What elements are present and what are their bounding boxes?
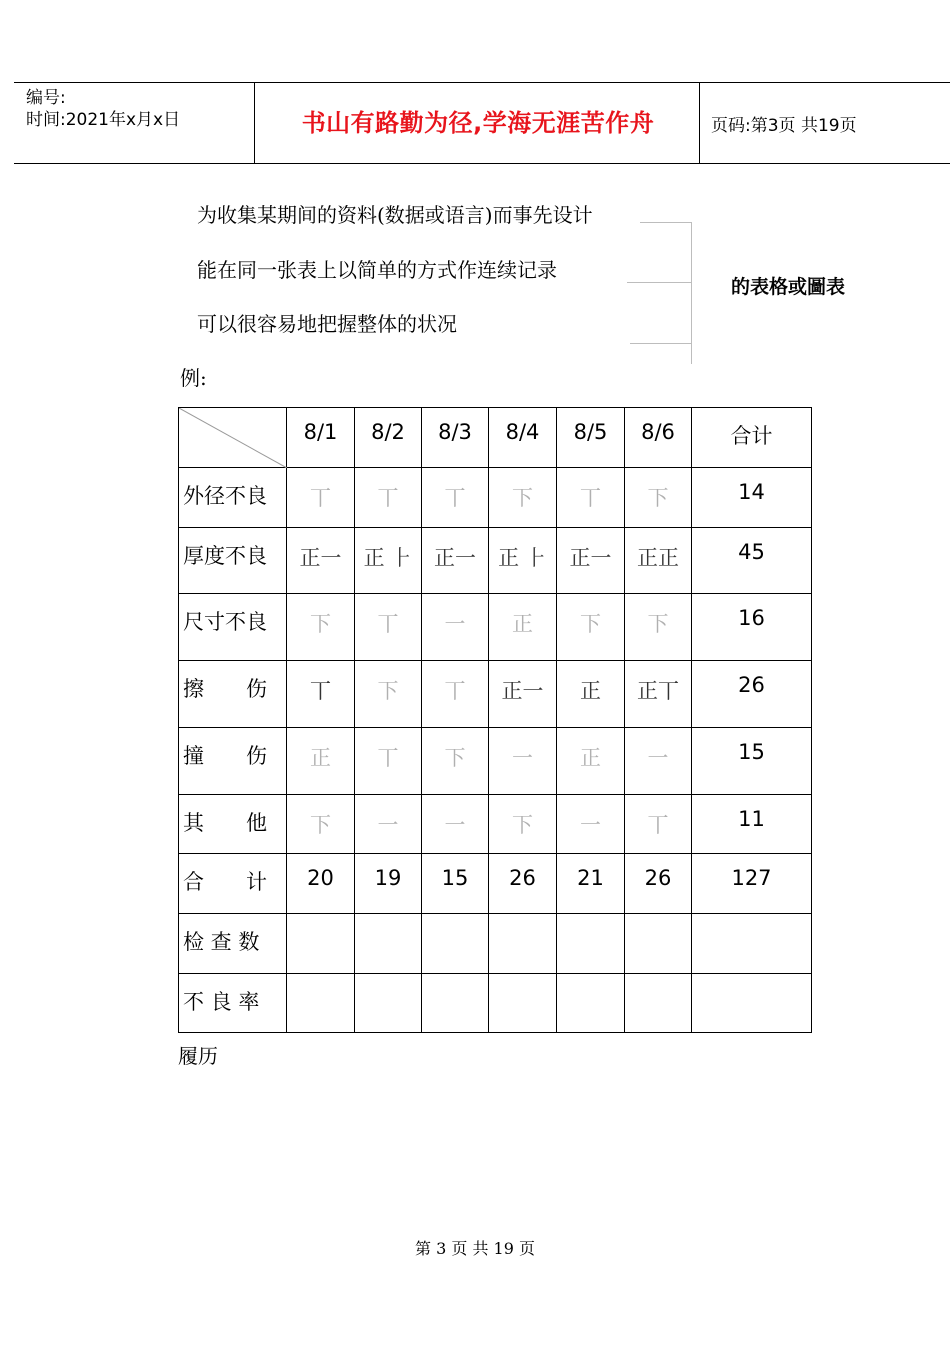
table-row xyxy=(179,795,812,854)
tally-mark: 正 ⺊ xyxy=(498,546,547,570)
row-label: 厚度不良 xyxy=(179,528,287,594)
tally-mark: 正丅 xyxy=(637,679,679,703)
brace-line xyxy=(627,282,692,283)
daily-total: 20 xyxy=(287,854,355,914)
row-total: 26 xyxy=(692,661,812,728)
row-label: 检 查 数 xyxy=(179,914,287,974)
tally-mark: 丅 xyxy=(377,612,399,636)
header-meta xyxy=(26,87,180,131)
table-row xyxy=(179,594,812,661)
row-label: 其 他 xyxy=(179,795,287,854)
tally-mark: 下 xyxy=(647,486,669,510)
table-cell xyxy=(692,974,812,1033)
tally-mark: 丅 xyxy=(310,679,331,703)
tally-mark: 正 xyxy=(512,612,533,636)
row-total: 16 xyxy=(692,594,812,661)
table-header-row xyxy=(179,408,812,468)
table-cell xyxy=(692,914,812,974)
tally-mark: 丅 xyxy=(377,486,399,510)
document-number-label: 编号: xyxy=(26,88,66,108)
check-sheet-table xyxy=(178,407,812,1033)
tally-mark: 下 xyxy=(580,612,601,636)
table-total-row xyxy=(179,854,812,914)
date-header: 8/1 xyxy=(287,408,355,468)
row-label: 擦 伤 xyxy=(179,661,287,728)
tally-mark: 下 xyxy=(512,813,533,837)
row-total: 11 xyxy=(692,795,812,854)
tally-mark: 正 xyxy=(580,746,601,770)
table-row xyxy=(179,468,812,528)
tally-mark: 丅 xyxy=(310,486,331,510)
page-header xyxy=(14,82,950,164)
document-time-label: 时间:2021年x月x日 xyxy=(26,110,181,130)
table-cell xyxy=(557,914,625,974)
row-label: 合 计 xyxy=(179,854,287,914)
header-page-info: 页码:第3页 共19页 xyxy=(711,116,857,136)
table-cell xyxy=(557,974,625,1033)
table-cell xyxy=(489,974,557,1033)
definition-result: 的表格或圖表 xyxy=(731,276,846,298)
tally-mark: 丅 xyxy=(647,813,669,837)
row-label: 撞 伤 xyxy=(179,728,287,795)
table-cell xyxy=(625,974,692,1033)
brace-line xyxy=(640,222,692,223)
table-cell xyxy=(422,914,489,974)
row-total: 14 xyxy=(692,468,812,528)
tally-mark: 下 xyxy=(377,679,399,703)
tally-mark: 正一 xyxy=(501,679,544,703)
date-header: 8/2 xyxy=(355,408,422,468)
tally-mark: 一 xyxy=(647,746,669,770)
table-row xyxy=(179,528,812,594)
table-cell xyxy=(625,914,692,974)
row-label: 外径不良 xyxy=(179,468,287,528)
table-row xyxy=(179,728,812,795)
tally-mark: 下 xyxy=(647,612,669,636)
tally-mark: 一 xyxy=(444,813,466,837)
table-cell xyxy=(287,914,355,974)
tally-mark: 下 xyxy=(310,612,331,636)
header-divider xyxy=(254,83,255,163)
date-header: 8/5 xyxy=(557,408,625,468)
table-row xyxy=(179,974,812,1033)
example-label: 例: xyxy=(180,366,207,390)
table-cell xyxy=(355,914,422,974)
tally-mark: 正正 xyxy=(637,546,679,570)
definition-line-2: 能在同一张表上以简单的方式作连续记录 xyxy=(197,258,557,282)
tally-mark: 正一 xyxy=(434,546,476,570)
grand-total: 127 xyxy=(692,854,812,914)
table-cell xyxy=(287,974,355,1033)
tally-mark: 一 xyxy=(580,813,601,837)
tally-mark: 一 xyxy=(377,813,399,837)
date-header: 8/4 xyxy=(489,408,557,468)
brace-line xyxy=(691,222,692,364)
row-total: 45 xyxy=(692,528,812,594)
daily-total: 19 xyxy=(355,854,422,914)
tally-mark: 一 xyxy=(512,746,533,770)
date-header: 8/3 xyxy=(422,408,489,468)
table-cell xyxy=(422,974,489,1033)
row-label: 尺寸不良 xyxy=(179,594,287,661)
daily-total: 15 xyxy=(422,854,489,914)
table-row xyxy=(179,661,812,728)
date-header: 8/6 xyxy=(625,408,692,468)
tally-mark: 下 xyxy=(512,486,533,510)
tally-mark: 正 xyxy=(580,679,601,703)
tally-mark: 丅 xyxy=(377,746,399,770)
diagonal-line xyxy=(179,408,287,468)
tally-mark: 丅 xyxy=(444,679,466,703)
tally-mark: 下 xyxy=(310,813,331,837)
table-cell xyxy=(355,974,422,1033)
history-label: 履历 xyxy=(178,1044,218,1068)
tally-mark: 正 ⺊ xyxy=(363,546,413,570)
tally-mark: 丅 xyxy=(444,486,466,510)
daily-total: 21 xyxy=(557,854,625,914)
page-footer: 第 3 页 共 19 页 xyxy=(415,1239,535,1258)
corner-cell xyxy=(179,408,287,468)
tally-mark: 丅 xyxy=(580,486,601,510)
tally-mark: 正一 xyxy=(569,546,612,570)
daily-total: 26 xyxy=(625,854,692,914)
table-cell xyxy=(489,914,557,974)
tally-mark: 正一 xyxy=(299,546,342,570)
tally-mark: 正 xyxy=(310,746,331,770)
row-label: 不 良 率 xyxy=(179,974,287,1033)
definition-line-1: 为收集某期间的资料(数据或语言)而事先设计 xyxy=(197,203,593,227)
header-motto: 书山有路勤为径,学海无涯苦作舟 xyxy=(301,109,655,137)
table-row xyxy=(179,914,812,974)
brace-line xyxy=(630,343,692,344)
row-total: 15 xyxy=(692,728,812,795)
daily-total: 26 xyxy=(489,854,557,914)
total-header: 合计 xyxy=(692,408,812,468)
definition-line-3: 可以很容易地把握整体的状况 xyxy=(197,312,457,336)
tally-mark: 一 xyxy=(444,612,466,636)
tally-mark: 下 xyxy=(444,746,466,770)
